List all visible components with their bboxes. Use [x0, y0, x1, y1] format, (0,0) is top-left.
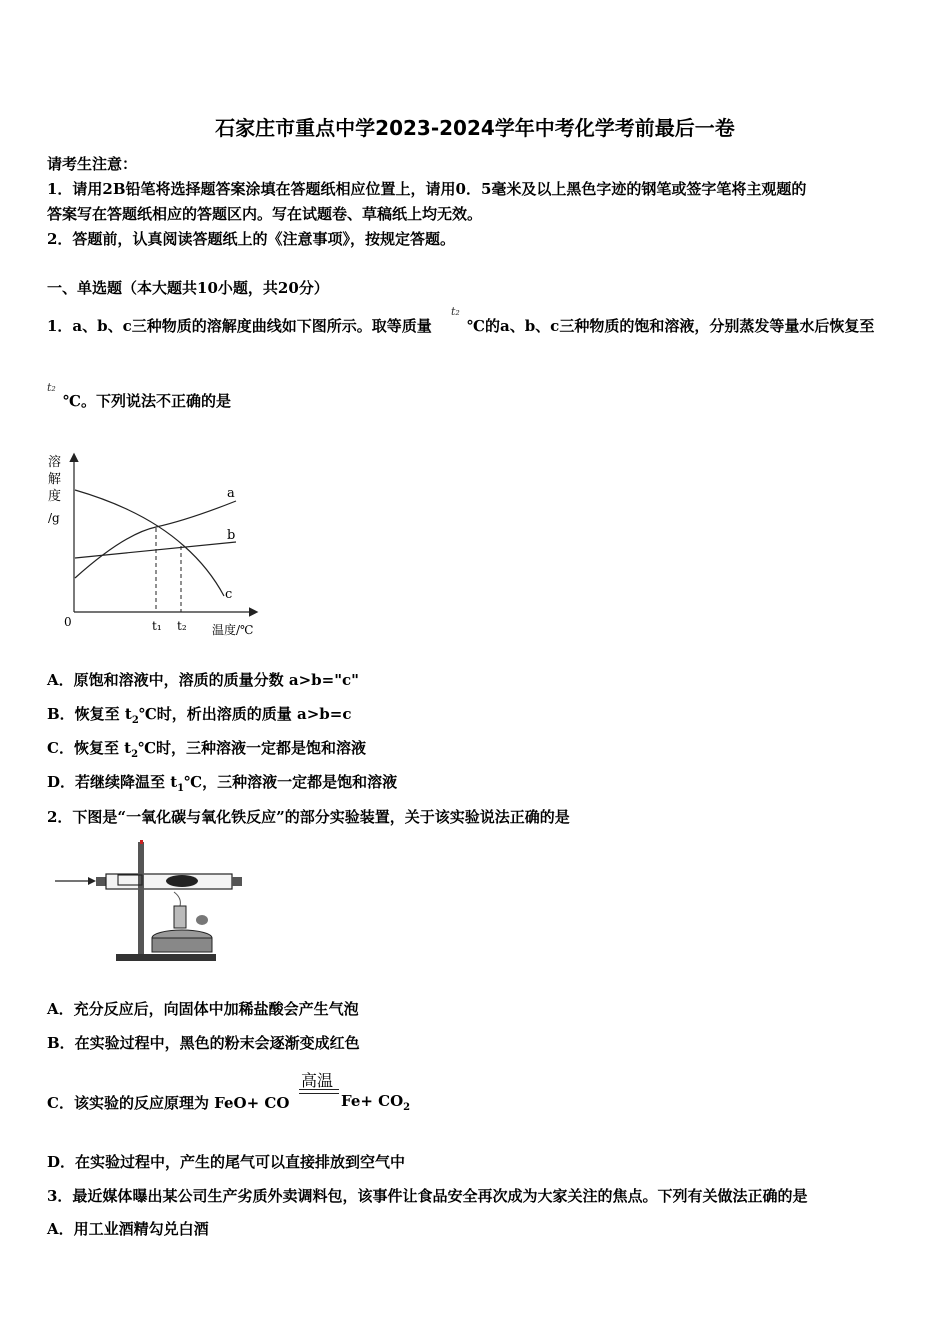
q2-option-b: B．在实验过程中，黑色的粉末会逐渐变成红色 — [47, 1034, 360, 1052]
solubility-chart — [44, 450, 264, 640]
curve-label-b: b — [227, 528, 236, 543]
page-title: 石家庄市重点中学2023-2024学年中考化学考前最后一卷 — [215, 116, 735, 140]
q2-option-a: A．充分反应后，向固体中加稀盐酸会产生气泡 — [47, 1000, 359, 1018]
curve-label-a: a — [227, 486, 235, 501]
q3-stem: 3．最近媒体曝出某公司生产劣质外卖调料包，该事件让食品安全再次成为大家关注的焦点。下列有关做法正确的是 — [47, 1187, 808, 1205]
q3-option-a: A．用工业酒精勾兑白酒 — [47, 1220, 209, 1238]
q1-stem-part-2: ℃的a、b、c三种物质的饱和溶液，分别蒸发等量水后恢复至 — [467, 317, 875, 335]
q2-option-d: D．在实验过程中，产生的尾气可以直接排放到空气中 — [47, 1153, 406, 1171]
tick-label-t1: t₁ — [152, 619, 162, 633]
curve-c — [75, 490, 224, 596]
q2-stem: 2．下图是“一氧化碳与氧化铁反应”的部分实验装置，关于该实验说法正确的是 — [47, 808, 570, 826]
y-label-char-2: 解 — [48, 472, 62, 487]
q1-line-2-symbol: t₂ — [47, 381, 56, 394]
powder-sample — [166, 875, 198, 887]
q2-option-c-products: $Fe+ CO_2$ — [341, 1092, 411, 1113]
stopper-right — [232, 877, 242, 886]
x-axis-label: 温度/℃ — [212, 623, 254, 637]
q1-option-b: B．恢复至 $t_2℃$时，析出溶质的质量 a>b=c — [47, 705, 352, 726]
stand-base — [116, 954, 216, 961]
reaction-condition: 高温 — [301, 1071, 334, 1090]
q1-t2-symbol: t₂ — [451, 305, 460, 318]
curve-label-c: c — [225, 587, 233, 602]
y-label-char-1: 溶 — [48, 455, 62, 470]
chart-origin-label: 0 — [64, 615, 72, 629]
y-label-char-3: 度 — [48, 489, 62, 504]
section-1-heading: 一、单选题（本大题共10小题，共20分） — [47, 279, 329, 297]
y-label-unit: /g — [48, 511, 60, 525]
notice-heading: 请考生注意： — [47, 155, 138, 173]
q2-option-c-prefix: C．该实验的反应原理为 FeO+ CO — [47, 1094, 290, 1112]
q1-stem-line-2: ℃。下列说法不正确的是 — [63, 392, 231, 410]
support-rod — [138, 842, 144, 960]
notice-item-1-line-1: 1．请用2B铅笔将选择题答案涂填在答题纸相应位置上，请用0．5毫米及以上黑色字迹的钢笔或签字笔将主观题的 — [47, 180, 807, 198]
stopper-left — [96, 877, 106, 886]
tick-label-t2: t₂ — [177, 619, 187, 633]
q1-option-c: C．恢复至 $t_2℃$时，三种溶液一定都是饱和溶液 — [47, 739, 367, 760]
apparatus-diagram — [52, 840, 247, 965]
notice-item-1-line-2: 答案写在答题纸相应的答题区内。写在试题卷、草稿纸上均无效。 — [47, 205, 483, 223]
notice-item-2: 2．答题前，认真阅读答题纸上的《注意事项》，按规定答题。 — [47, 230, 455, 248]
reaction-arrow-line-1 — [299, 1089, 339, 1090]
q1-stem-part-1: 1．a、b、c三种物质的溶解度曲线如下图所示。取等质量 — [47, 317, 432, 335]
q1-option-d: D．若继续降温至 $t_1℃$，三种溶液一定都是饱和溶液 — [47, 773, 398, 794]
q1-option-a: A．原饱和溶液中，溶质的质量分数 a>b="c" — [47, 671, 359, 689]
reaction-arrow-line-2 — [299, 1093, 339, 1094]
burner-chimney — [174, 906, 186, 928]
